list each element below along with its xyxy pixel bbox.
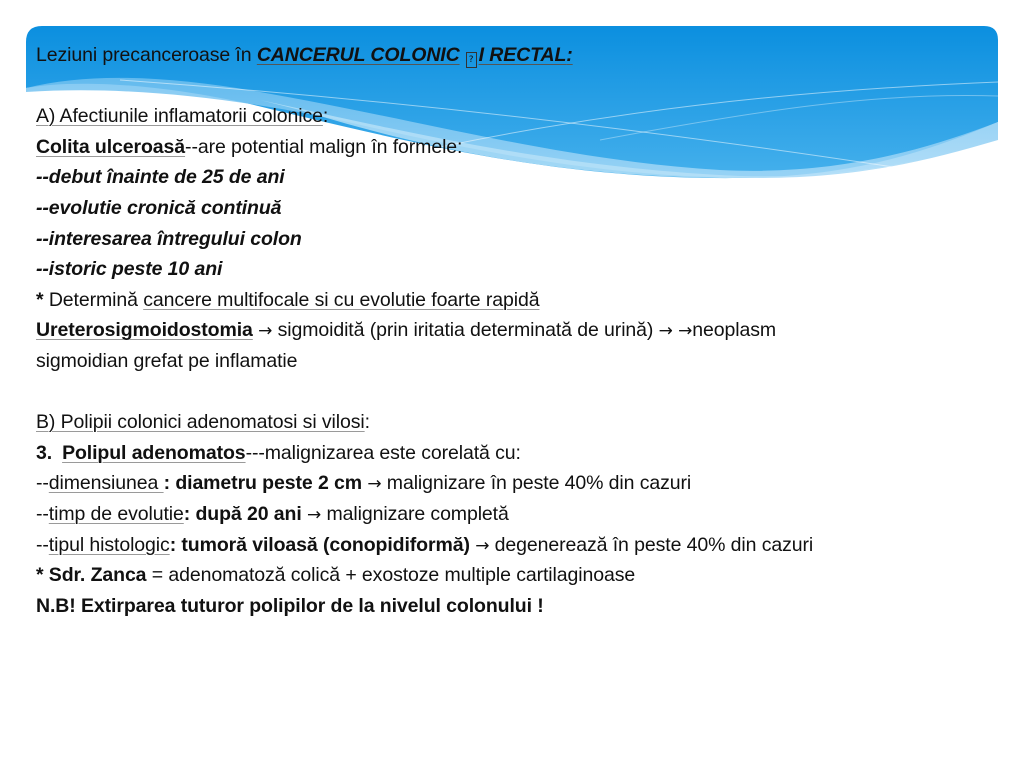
slide-title bbox=[36, 40, 1016, 71]
arrow-right-icon: → bbox=[307, 504, 322, 525]
blank-line bbox=[36, 377, 1016, 408]
factor-name: tipul histologic bbox=[48, 533, 170, 556]
arrow-right-icon: → bbox=[475, 535, 490, 556]
criteria-item: --evolutie cronică continuă bbox=[36, 196, 282, 219]
title-prefix: Leziuni precanceroase în bbox=[36, 44, 257, 66]
factor-sep: : bbox=[163, 472, 176, 495]
section-a-heading bbox=[36, 101, 1016, 132]
blank-line bbox=[36, 71, 1016, 102]
section-b-heading-text: B) Polipii colonici adenomatosi si vilosi bbox=[36, 411, 365, 434]
factor-row bbox=[36, 530, 1016, 561]
ureter-label: Ureterosigmoidostomia bbox=[36, 319, 253, 342]
missing-glyph-icon: ? bbox=[466, 52, 477, 68]
ureter-line bbox=[36, 315, 1016, 346]
factor-dashes: -- bbox=[36, 502, 49, 525]
note-star: * bbox=[36, 288, 44, 311]
title-emphasis bbox=[257, 44, 573, 66]
arrow-right-icon: → bbox=[658, 321, 673, 342]
section-b-heading bbox=[36, 407, 1016, 438]
ureter-result: neoplasm bbox=[692, 319, 777, 342]
note-underlined-text: cancere multifocale si cu evolutie foarte rapidă bbox=[143, 288, 540, 311]
multifocal-note bbox=[36, 285, 1016, 316]
zanca-text: = adenomatoză colică + exostoze multiple cartilaginoase bbox=[146, 564, 636, 587]
title-colon: : bbox=[566, 44, 573, 66]
criteria-item: --interesarea întregului colon bbox=[36, 227, 302, 250]
factor-dashes: -- bbox=[36, 533, 49, 556]
factor-result: malignizare în peste 40% din cazuri bbox=[381, 472, 692, 495]
factor-dashes: -- bbox=[36, 472, 49, 495]
polip-number: 3. bbox=[36, 441, 53, 464]
ureter-text: sigmoidită (prin iritatia determinată de urină) bbox=[272, 319, 659, 342]
section-a-heading-colon: : bbox=[322, 105, 329, 128]
title-emphasis-part1: CANCERUL COLONIC bbox=[256, 44, 460, 66]
factor-value: tumoră viloasă (conopidiformă) bbox=[181, 533, 470, 556]
ureter-continuation: sigmoidian grefat pe inflamatie bbox=[36, 349, 298, 372]
slide-content bbox=[36, 40, 1016, 621]
factor-sep: : bbox=[169, 533, 182, 556]
factor-result: degenerează în peste 40% din cazuri bbox=[489, 533, 814, 556]
colita-label: Colita ulceroasă bbox=[36, 135, 186, 158]
criteria-item: --istoric peste 10 ani bbox=[36, 258, 223, 281]
criteria-item: --debut înainte de 25 de ani bbox=[36, 166, 285, 189]
arrow-right-icon: → bbox=[367, 474, 382, 495]
factor-name: dimensiunea bbox=[48, 472, 164, 495]
polip-label: Polipul adenomatos bbox=[62, 441, 246, 464]
zanca-line bbox=[36, 560, 1016, 591]
note-text: Determină bbox=[43, 288, 144, 311]
factor-row bbox=[36, 499, 1016, 530]
zanca-label: * Sdr. Zanca bbox=[36, 564, 147, 587]
factor-value: după 20 ani bbox=[195, 502, 302, 525]
nb-note: N.B! Extirparea tuturor polipilor de la nivelul colonului ! bbox=[36, 594, 544, 617]
section-a-heading-text: A) Afectiunile inflamatorii colonice bbox=[36, 105, 323, 128]
polip-item bbox=[36, 438, 1016, 469]
arrow-right-icon: → bbox=[258, 321, 273, 342]
factor-name: timp de evolutie bbox=[48, 502, 184, 525]
title-emphasis-part2: I RECTAL bbox=[478, 44, 567, 66]
factor-result: malignizare completă bbox=[321, 502, 509, 525]
section-b-heading-colon: : bbox=[364, 411, 370, 434]
factor-sep: : bbox=[183, 502, 196, 525]
arrow-right-icon: → bbox=[678, 321, 693, 342]
colita-line bbox=[36, 132, 1016, 163]
factor-row bbox=[36, 468, 1016, 499]
factor-value: diametru peste 2 cm bbox=[175, 472, 362, 495]
colita-text: --are potential malign în formele: bbox=[185, 135, 463, 158]
polip-text: ---malignizarea este corelată cu: bbox=[245, 441, 521, 464]
